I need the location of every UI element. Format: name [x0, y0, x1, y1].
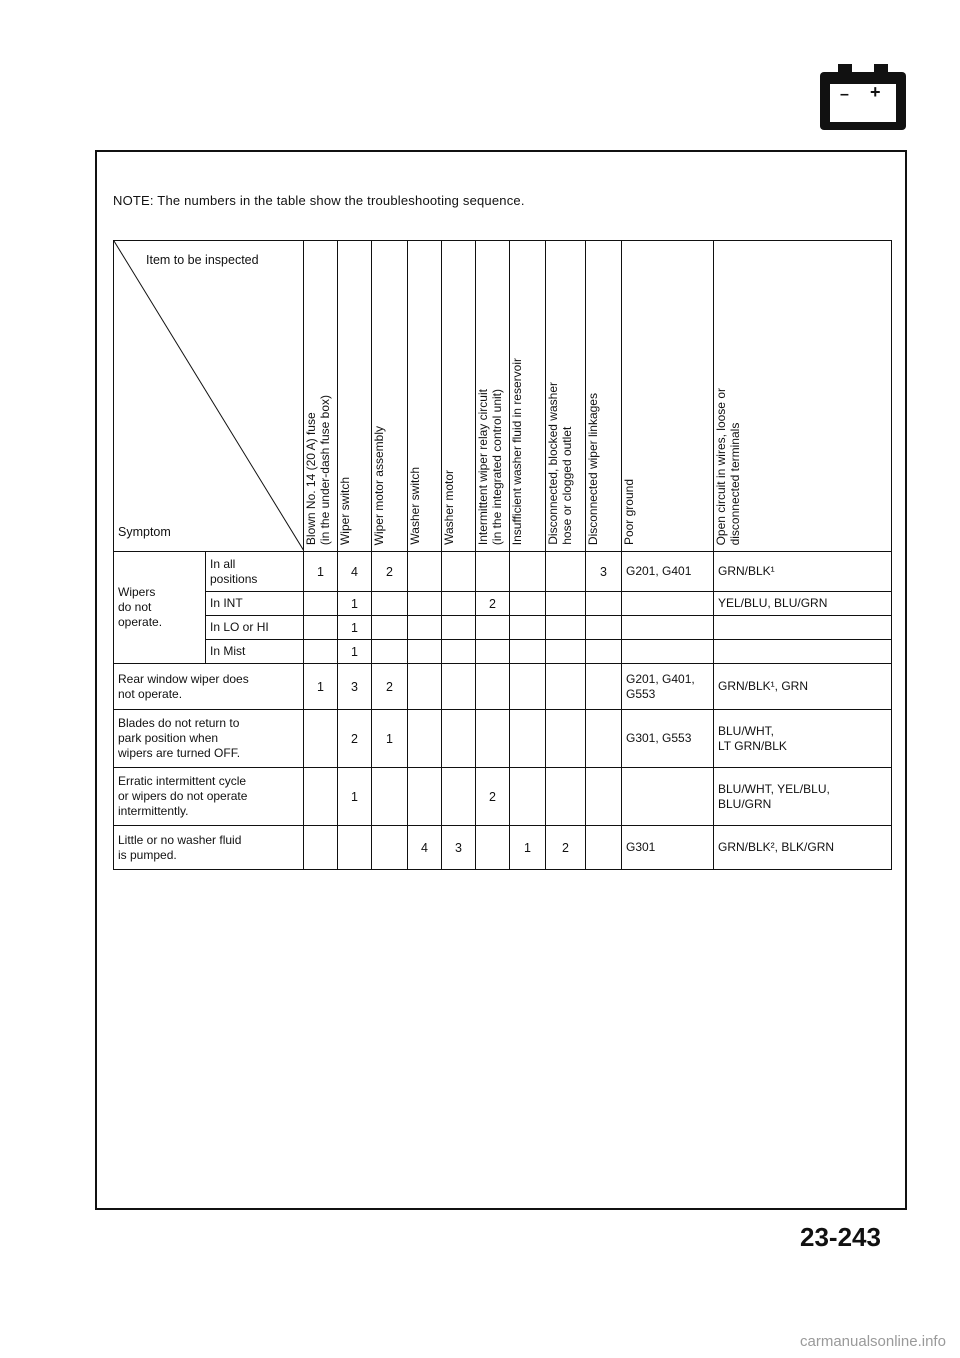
cell: [546, 552, 586, 592]
cell: [304, 768, 338, 826]
cell: 3: [338, 664, 372, 710]
col-header-wiper-linkages: Disconnected wiper linkages: [586, 241, 622, 552]
cell: [546, 664, 586, 710]
cell: [546, 592, 586, 616]
table-row: [114, 826, 892, 870]
cell: [372, 768, 408, 826]
cell: [408, 768, 442, 826]
ground-cell: [622, 592, 714, 616]
col-header-poor-ground: Poor ground: [622, 241, 714, 552]
cell: [372, 616, 408, 640]
corner-diagonal: [114, 241, 304, 551]
sub-symptom: In LO or HI: [206, 616, 304, 640]
troubleshooting-table: [113, 240, 892, 870]
table-row: [114, 552, 892, 592]
cell: [442, 640, 476, 664]
cell: 2: [546, 826, 586, 870]
cell: [408, 640, 442, 664]
table-row: [114, 640, 892, 664]
table-row: [114, 616, 892, 640]
ground-cell: [622, 640, 714, 664]
col-header-wiper-motor: Wiper motor assembly: [372, 241, 408, 552]
sub-symptom: In Mist: [206, 640, 304, 664]
cell: [476, 826, 510, 870]
wires-cell: GRN/BLK¹: [714, 552, 892, 592]
table-row: [114, 768, 892, 826]
cell: 2: [372, 552, 408, 592]
battery-icon: – +: [820, 72, 906, 130]
cell: [510, 592, 546, 616]
header-corner: [114, 241, 304, 552]
cell: [476, 640, 510, 664]
cell: 4: [338, 552, 372, 592]
watermark: carmanualsonline.info: [800, 1333, 946, 1350]
symptom-wipers-do-not-operate: Wipers do not operate.: [114, 552, 206, 664]
ground-cell: G201, G401, G553: [622, 664, 714, 710]
cell: [372, 640, 408, 664]
item-to-be-inspected-label: Item to be inspected: [146, 253, 259, 267]
sub-symptom: In all positions: [206, 552, 304, 592]
page-number: 23-243: [800, 1222, 881, 1252]
cell: 2: [338, 710, 372, 768]
cell: [408, 592, 442, 616]
wires-cell: [714, 640, 892, 664]
cell: 2: [372, 664, 408, 710]
cell: [546, 710, 586, 768]
cell: [408, 616, 442, 640]
cell: [372, 826, 408, 870]
cell: [476, 616, 510, 640]
cell: [442, 768, 476, 826]
col-header-relay-circuit: Intermittent wiper relay circuit (in the integrated control unit): [476, 241, 510, 552]
cell: 2: [476, 768, 510, 826]
wires-cell: BLU/WHT, YEL/BLU, BLU/GRN: [714, 768, 892, 826]
cell: [304, 710, 338, 768]
wires-cell: [714, 616, 892, 640]
cell: [304, 640, 338, 664]
cell: [476, 552, 510, 592]
symptom-label: Symptom: [118, 525, 171, 539]
cell: [586, 826, 622, 870]
ground-cell: G201, G401: [622, 552, 714, 592]
symptom-erratic-intermittent: Erratic intermittent cycle or wipers do not operate intermittently.: [114, 768, 304, 826]
table-row: [114, 664, 892, 710]
col-header-fuse: Blown No. 14 (20 A) fuse (in the under-dash fuse box): [304, 241, 338, 552]
cell: [442, 592, 476, 616]
table-note: NOTE: The numbers in the table show the troubleshooting sequence.: [113, 193, 525, 208]
cell: [510, 768, 546, 826]
col-header-washer-motor: Washer motor: [442, 241, 476, 552]
col-header-washer-switch: Washer switch: [408, 241, 442, 552]
symptom-blades-not-return: Blades do not return to park position when wipers are turned OFF.: [114, 710, 304, 768]
wires-cell: GRN/BLK¹, GRN: [714, 664, 892, 710]
ground-cell: G301, G553: [622, 710, 714, 768]
cell: 1: [338, 640, 372, 664]
cell: [586, 616, 622, 640]
cell: [476, 664, 510, 710]
cell: 1: [372, 710, 408, 768]
cell: [586, 592, 622, 616]
cell: [510, 664, 546, 710]
cell: [510, 710, 546, 768]
cell: [442, 664, 476, 710]
cell: [408, 552, 442, 592]
sub-symptom: In INT: [206, 592, 304, 616]
cell: [586, 768, 622, 826]
ground-cell: [622, 616, 714, 640]
cell: [442, 710, 476, 768]
wires-cell: YEL/BLU, BLU/GRN: [714, 592, 892, 616]
cell: 4: [408, 826, 442, 870]
col-header-open-circuit: Open circuit in wires, loose or disconnected terminals: [714, 241, 892, 552]
cell: 1: [304, 664, 338, 710]
cell: [586, 710, 622, 768]
cell: 3: [586, 552, 622, 592]
ground-cell: G301: [622, 826, 714, 870]
col-header-washer-hose: Disconnected, blocked washer hose or clogged outlet: [546, 241, 586, 552]
symptom-washer-fluid: Little or no washer fluid is pumped.: [114, 826, 304, 870]
cell: [586, 664, 622, 710]
wires-cell: BLU/WHT, LT GRN/BLK: [714, 710, 892, 768]
cell: 1: [338, 768, 372, 826]
cell: [476, 710, 510, 768]
col-header-washer-fluid: Insufficient washer fluid in reservoir: [510, 241, 546, 552]
cell: [510, 616, 546, 640]
cell: [304, 826, 338, 870]
table-row: [114, 710, 892, 768]
cell: [304, 616, 338, 640]
ground-cell: [622, 768, 714, 826]
cell: [304, 592, 338, 616]
cell: [408, 664, 442, 710]
cell: [546, 616, 586, 640]
cell: [408, 710, 442, 768]
cell: 2: [476, 592, 510, 616]
col-header-wiper-switch: Wiper switch: [338, 241, 372, 552]
symptom-rear-wiper: Rear window wiper does not operate.: [114, 664, 304, 710]
cell: [442, 616, 476, 640]
cell: [510, 552, 546, 592]
table-row: [114, 592, 892, 616]
cell: [372, 592, 408, 616]
cell: [546, 768, 586, 826]
wires-cell: GRN/BLK², BLK/GRN: [714, 826, 892, 870]
cell: 1: [338, 592, 372, 616]
cell: [546, 640, 586, 664]
cell: [586, 640, 622, 664]
cell: [510, 640, 546, 664]
cell: 1: [338, 616, 372, 640]
cell: [338, 826, 372, 870]
cell: 3: [442, 826, 476, 870]
cell: [442, 552, 476, 592]
cell: 1: [304, 552, 338, 592]
cell: 1: [510, 826, 546, 870]
